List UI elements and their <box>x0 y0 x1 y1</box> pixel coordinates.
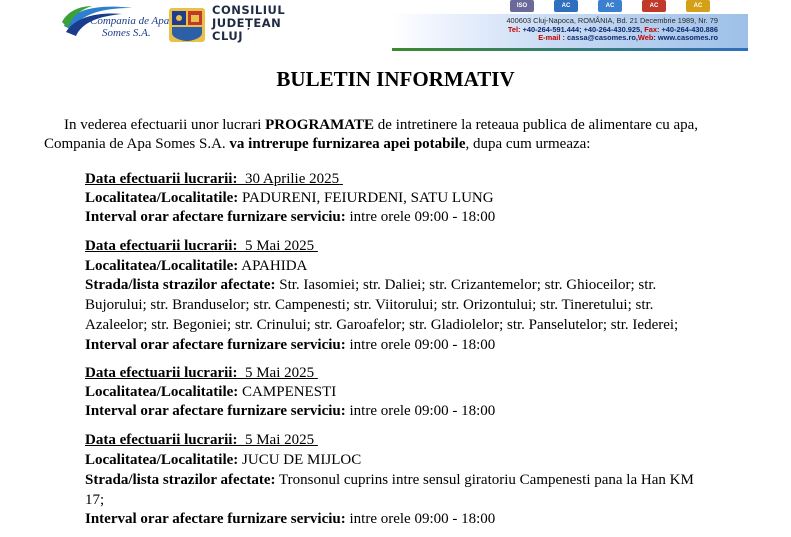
letterhead <box>0 0 791 52</box>
date-value: 30 Aprilie 2025 <box>244 171 340 187</box>
interval-value: intre orele 09:00 - 18:00 <box>349 511 496 527</box>
contact-info <box>400 17 718 43</box>
date-value: 5 Mai 2025 <box>244 238 315 254</box>
notice-4-interval <box>85 510 495 529</box>
locality-value: CAMPENESTI <box>242 384 337 400</box>
notice-2-interval <box>85 336 495 355</box>
certification-badges <box>510 0 750 13</box>
intro-text: In vederea efectuarii unor lucrari <box>64 117 266 133</box>
notice-4-streets-1 <box>85 471 694 490</box>
email-value[interactable]: cassa@casomes.ro, <box>567 33 638 43</box>
page-title: BULETIN INFORMATIV <box>276 67 515 91</box>
streets-label: Strada/lista strazilor afectate: <box>85 277 276 293</box>
council-line-1: CONSILIUL <box>212 3 286 17</box>
interval-label: Interval orar afectare furnizare serviciu: <box>85 209 346 225</box>
notice-1-locality <box>85 189 494 208</box>
fax-value: +40-264-430.886 <box>661 24 718 34</box>
locality-value: APAHIDA <box>241 258 308 274</box>
notice-1-interval <box>85 208 495 227</box>
intro-text: Compania de Apa Somes S.A. <box>44 136 230 152</box>
tel-value: +40-264-591.444; +40-264-430.925, <box>522 24 643 34</box>
locality-label: Localitatea/Localitatile: <box>85 452 239 468</box>
intro-bold: va intrerupe furnizarea apei potabile <box>229 136 466 152</box>
intro-line-2 <box>44 135 590 154</box>
interval-label: Interval orar afectare furnizare serviciu: <box>85 403 346 419</box>
intro-line-1 <box>64 116 698 135</box>
intro-text: , dupa cum urmeaza: <box>465 136 591 152</box>
notice-3-date <box>85 364 318 383</box>
notice-2-streets-2: Bujorului; str. Branduselor; str. Campenesti; str. Viitorului; str. Orizontului; str. Tineretului; str. <box>85 297 654 313</box>
notice-3-locality <box>85 383 336 402</box>
interval-label: Interval orar afectare furnizare serviciu: <box>85 337 346 353</box>
cert-badge: AC <box>686 0 710 12</box>
intro-bold: PROGRAMATE <box>265 117 375 133</box>
county-crest-icon <box>168 6 206 44</box>
locality-value: PADURENI, FEIURDENI, SATU LUNG <box>242 190 494 206</box>
date-value: 5 Mai 2025 <box>244 365 315 381</box>
streets-value: Tronsonul cuprins intre sensul giratoriu Campenesti pana la Han KM <box>278 472 694 488</box>
web-label: Web <box>637 33 654 43</box>
interval-value: intre orele 09:00 - 18:00 <box>349 209 496 225</box>
interval-value: intre orele 09:00 - 18:00 <box>349 403 496 419</box>
notice-3-interval <box>85 402 495 421</box>
intro-text: de intretinere la reteaua publica de alimentare cu apa, <box>374 117 699 133</box>
notice-1-date <box>85 170 343 189</box>
fax-label: Fax: <box>644 24 660 34</box>
notice-4-date <box>85 431 318 450</box>
interval-value: intre orele 09:00 - 18:00 <box>349 337 496 353</box>
date-label: Data efectuarii lucrarii: <box>85 365 238 381</box>
locality-label: Localitatea/Localitatile: <box>85 190 239 206</box>
date-label: Data efectuarii lucrarii: <box>85 238 238 254</box>
company-logo <box>62 2 170 44</box>
locality-label: Localitatea/Localitatile: <box>85 384 239 400</box>
logo-text-line2: Somes S.A. <box>102 27 151 39</box>
locality-value: JUCU DE MIJLOC <box>242 452 362 468</box>
interval-label: Interval orar afectare furnizare serviciu: <box>85 511 346 527</box>
streets-value: Str. Iasomiei; str. Daliei; str. Crizantemelor; str. Ghioceilor; str. <box>279 277 657 293</box>
web-value[interactable]: : www.casomes.ro <box>653 33 718 43</box>
notice-2-date <box>85 237 318 256</box>
date-label: Data efectuarii lucrarii: <box>85 171 238 187</box>
logo-text-line1: Compania de Apa <box>90 15 170 27</box>
notice-4-streets-2: 17; <box>85 492 105 508</box>
notice-2-streets-3: Azaleelor; str. Begoniei; str. Crinului; str. Garoafelor; str. Gladiolelor; str. Panselutelor; str. Iederei; <box>85 317 679 333</box>
locality-label: Localitatea/Localitatile: <box>85 258 239 274</box>
address-line: 400603 Cluj-Napoca, ROMÂNIA, Bd. 21 Decembrie 1989, Nr. 79 <box>506 16 718 25</box>
cert-badge: AC <box>642 0 666 12</box>
tel-label: Tel: <box>507 24 521 34</box>
streets-label: Strada/lista strazilor afectate: <box>85 472 276 488</box>
notice-2-streets-1 <box>85 276 656 295</box>
date-label: Data efectuarii lucrarii: <box>85 432 238 448</box>
cert-badge: ISO <box>510 0 534 12</box>
notice-4-locality <box>85 451 361 470</box>
date-value: 5 Mai 2025 <box>244 432 315 448</box>
council-line-2: JUDEȚEAN <box>212 16 282 30</box>
email-label: E-mail : <box>538 33 565 43</box>
banner-stripe <box>392 48 748 51</box>
cert-badge: AC <box>554 0 578 12</box>
cert-badge: AC <box>598 0 622 12</box>
notice-2-locality <box>85 257 307 276</box>
council-line-3: CLUJ <box>212 29 243 43</box>
county-council-name <box>212 4 285 43</box>
